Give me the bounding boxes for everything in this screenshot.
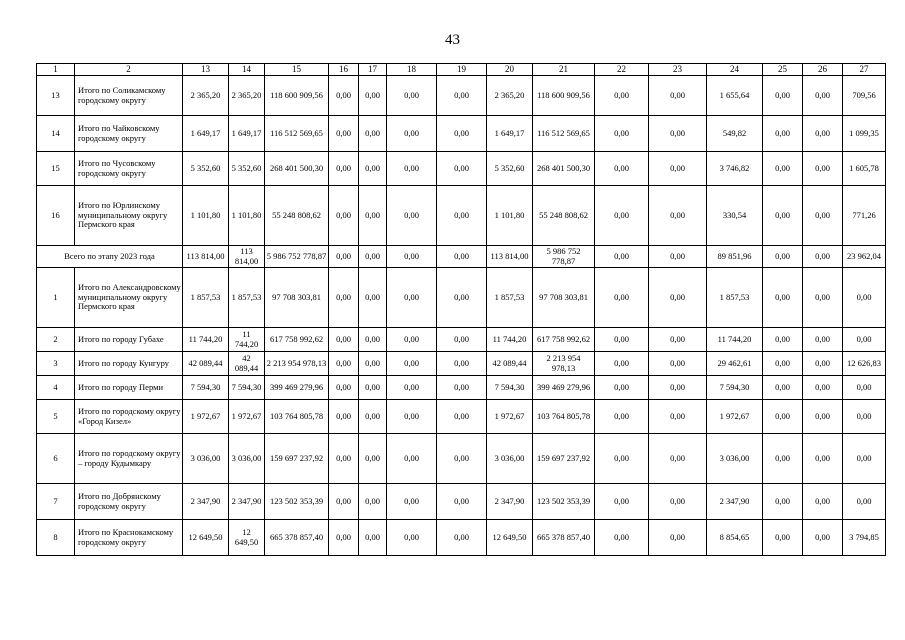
page-number: 43 [445,32,460,48]
municipality-name-cell: Итого по городскому округу «Город Кизел» [75,400,183,434]
value-cell: 0,00 [329,152,359,186]
table-body [37,64,886,556]
row-index-cell: 4 [37,376,75,400]
municipality-name-cell: Итого по Чусовскому городскому округу [75,152,183,186]
value-cell: 665 378 857,40 [265,520,329,556]
municipality-name-cell: Итого по городскому округу – городу Кудымкару [75,434,183,484]
column-number-cell: 25 [763,64,803,76]
value-cell: 0,00 [595,116,649,152]
value-cell: 0,00 [387,186,437,246]
row-index-cell: 13 [37,76,75,116]
value-cell: 7 594,30 [229,376,265,400]
value-cell: 5 352,60 [487,152,533,186]
value-cell: 7 594,30 [487,376,533,400]
value-cell: 709,56 [843,76,886,116]
value-cell: 2 213 954 978,13 [265,352,329,376]
value-cell: 0,00 [649,268,707,328]
row-index-cell: 5 [37,400,75,434]
value-cell: 0,00 [329,116,359,152]
value-cell: 97 708 303,81 [533,268,595,328]
value-cell: 116 512 569,65 [265,116,329,152]
value-cell: 0,00 [763,352,803,376]
value-cell: 0,00 [595,376,649,400]
value-cell: 3 746,82 [707,152,763,186]
column-number-cell: 21 [533,64,595,76]
value-cell: 0,00 [763,116,803,152]
value-cell: 0,00 [387,76,437,116]
value-cell: 549,82 [707,116,763,152]
value-cell: 0,00 [649,434,707,484]
table-row [37,400,886,434]
value-cell: 0,00 [803,116,843,152]
value-cell: 0,00 [359,246,387,268]
value-cell: 0,00 [359,484,387,520]
value-cell: 2 347,90 [707,484,763,520]
table-row [37,186,886,246]
row-index-cell: 1 [37,268,75,328]
value-cell: 0,00 [763,484,803,520]
value-cell: 0,00 [595,434,649,484]
table-row [37,268,886,328]
value-cell: 1 649,17 [229,116,265,152]
table-row [37,328,886,352]
value-cell: 0,00 [595,152,649,186]
value-cell: 0,00 [437,268,487,328]
value-cell: 0,00 [649,328,707,352]
table-row [37,434,886,484]
value-cell: 118 600 909,56 [265,76,329,116]
value-cell: 1 099,35 [843,116,886,152]
value-cell: 617 758 992,62 [533,328,595,352]
value-cell: 0,00 [595,520,649,556]
column-number-cell: 20 [487,64,533,76]
value-cell: 159 697 237,92 [265,434,329,484]
value-cell: 5 352,60 [183,152,229,186]
value-cell: 0,00 [595,268,649,328]
value-cell: 0,00 [359,186,387,246]
value-cell: 1 857,53 [707,268,763,328]
value-cell: 7 594,30 [707,376,763,400]
value-cell: 268 401 500,30 [265,152,329,186]
value-cell: 0,00 [437,484,487,520]
value-cell: 0,00 [763,400,803,434]
table-row [37,116,886,152]
column-number-cell: 2 [75,64,183,76]
value-cell: 0,00 [803,376,843,400]
value-cell: 11 744,20 [183,328,229,352]
value-cell: 1 649,17 [487,116,533,152]
value-cell: 5 986 752 778,87 [533,246,595,268]
value-cell: 0,00 [595,76,649,116]
municipality-name-cell: Итого по Александровскому муниципальному округу Пермского края [75,268,183,328]
value-cell: 0,00 [843,434,886,484]
value-cell: 0,00 [359,76,387,116]
row-index-cell: 16 [37,186,75,246]
municipality-name-cell: Итого по Соликамскому городскому округу [75,76,183,116]
value-cell: 29 462,61 [707,352,763,376]
value-cell: 0,00 [387,376,437,400]
value-cell: 0,00 [437,328,487,352]
value-cell: 2 347,90 [487,484,533,520]
value-cell: 0,00 [843,268,886,328]
value-cell: 0,00 [803,328,843,352]
value-cell: 399 469 279,96 [265,376,329,400]
value-cell: 0,00 [843,484,886,520]
row-index-cell: 15 [37,152,75,186]
value-cell: 1 857,53 [229,268,265,328]
value-cell: 0,00 [803,352,843,376]
value-cell: 0,00 [437,376,487,400]
value-cell: 1 101,80 [183,186,229,246]
value-cell: 42 089,44 [229,352,265,376]
value-cell: 0,00 [437,116,487,152]
value-cell: 12 649,50 [229,520,265,556]
value-cell: 0,00 [359,116,387,152]
municipality-name-cell: Итого по Краснокамскому городскому округу [75,520,183,556]
value-cell: 2 365,20 [183,76,229,116]
value-cell: 42 089,44 [487,352,533,376]
value-cell: 0,00 [803,186,843,246]
value-cell: 11 744,20 [487,328,533,352]
value-cell: 5 352,60 [229,152,265,186]
column-number-cell: 13 [183,64,229,76]
value-cell: 11 744,20 [707,328,763,352]
value-cell: 0,00 [649,484,707,520]
value-cell: 0,00 [359,268,387,328]
table-row [37,376,886,400]
value-cell: 0,00 [329,186,359,246]
value-cell: 0,00 [437,186,487,246]
value-cell: 2 347,90 [183,484,229,520]
column-number-cell: 23 [649,64,707,76]
value-cell: 0,00 [763,376,803,400]
value-cell: 0,00 [437,352,487,376]
table-row [37,484,886,520]
value-cell: 3 036,00 [707,434,763,484]
value-cell: 0,00 [437,434,487,484]
value-cell: 1 655,64 [707,76,763,116]
column-number-row [37,64,886,76]
value-cell: 159 697 237,92 [533,434,595,484]
value-cell: 0,00 [803,268,843,328]
value-cell: 0,00 [387,400,437,434]
value-cell: 0,00 [595,484,649,520]
value-cell: 0,00 [359,434,387,484]
column-number-cell: 14 [229,64,265,76]
value-cell: 42 089,44 [183,352,229,376]
value-cell: 1 972,67 [229,400,265,434]
value-cell: 2 365,20 [229,76,265,116]
total-label-cell: Всего по этапу 2023 года [37,246,183,268]
value-cell: 123 502 353,39 [265,484,329,520]
value-cell: 1 972,67 [183,400,229,434]
value-cell: 0,00 [437,152,487,186]
value-cell: 0,00 [359,400,387,434]
value-cell: 0,00 [649,76,707,116]
value-cell: 103 764 805,78 [265,400,329,434]
value-cell: 97 708 303,81 [265,268,329,328]
row-index-cell: 8 [37,520,75,556]
value-cell: 0,00 [803,400,843,434]
value-cell: 0,00 [803,434,843,484]
value-cell: 0,00 [649,376,707,400]
value-cell: 2 365,20 [487,76,533,116]
value-cell: 0,00 [359,328,387,352]
value-cell: 0,00 [763,76,803,116]
value-cell: 0,00 [763,152,803,186]
value-cell: 0,00 [329,246,359,268]
value-cell: 0,00 [803,520,843,556]
value-cell: 12 626,83 [843,352,886,376]
value-cell: 0,00 [595,352,649,376]
value-cell: 399 469 279,96 [533,376,595,400]
value-cell: 2 347,90 [229,484,265,520]
value-cell: 0,00 [329,400,359,434]
value-cell: 0,00 [763,268,803,328]
value-cell: 118 600 909,56 [533,76,595,116]
value-cell: 0,00 [649,186,707,246]
row-index-cell: 6 [37,434,75,484]
value-cell: 2 213 954 978,13 [533,352,595,376]
value-cell: 12 649,50 [183,520,229,556]
value-cell: 0,00 [359,376,387,400]
municipality-name-cell: Итого по городу Губахе [75,328,183,352]
value-cell: 0,00 [387,152,437,186]
value-cell: 1 605,78 [843,152,886,186]
value-cell: 0,00 [649,352,707,376]
value-cell: 116 512 569,65 [533,116,595,152]
value-cell: 0,00 [763,186,803,246]
value-cell: 113 814,00 [183,246,229,268]
stage-total-row [37,246,886,268]
value-cell: 1 972,67 [487,400,533,434]
value-cell: 0,00 [387,520,437,556]
value-cell: 771,26 [843,186,886,246]
table-row [37,520,886,556]
value-cell: 0,00 [843,376,886,400]
row-index-cell: 14 [37,116,75,152]
column-number-cell: 15 [265,64,329,76]
value-cell: 617 758 992,62 [265,328,329,352]
value-cell: 0,00 [437,246,487,268]
value-cell: 3 036,00 [487,434,533,484]
row-index-cell: 2 [37,328,75,352]
municipality-name-cell: Итого по Добрянскому городскому округу [75,484,183,520]
municipality-name-cell: Итого по городу Перми [75,376,183,400]
value-cell: 0,00 [649,246,707,268]
value-cell: 0,00 [359,152,387,186]
value-cell: 0,00 [359,520,387,556]
value-cell: 0,00 [387,352,437,376]
value-cell: 0,00 [595,186,649,246]
value-cell: 0,00 [763,246,803,268]
row-index-cell: 7 [37,484,75,520]
municipality-name-cell: Итого по городу Кунгуру [75,352,183,376]
value-cell: 0,00 [437,400,487,434]
value-cell: 1 101,80 [229,186,265,246]
row-index-cell: 3 [37,352,75,376]
table-row [37,352,886,376]
value-cell: 89 851,96 [707,246,763,268]
value-cell: 103 764 805,78 [533,400,595,434]
value-cell: 1 101,80 [487,186,533,246]
value-cell: 1 972,67 [707,400,763,434]
value-cell: 330,54 [707,186,763,246]
value-cell: 1 857,53 [487,268,533,328]
value-cell: 0,00 [595,246,649,268]
value-cell: 0,00 [843,400,886,434]
table-row [37,76,886,116]
value-cell: 3 036,00 [183,434,229,484]
data-table [36,63,886,556]
column-number-cell: 24 [707,64,763,76]
value-cell: 12 649,50 [487,520,533,556]
value-cell: 113 814,00 [229,246,265,268]
value-cell: 0,00 [649,400,707,434]
value-cell: 0,00 [595,328,649,352]
value-cell: 23 962,04 [843,246,886,268]
column-number-cell: 18 [387,64,437,76]
municipality-name-cell: Итого по Юрлинскому муниципальному округу Пермского края [75,186,183,246]
column-number-cell: 19 [437,64,487,76]
value-cell: 55 248 808,62 [265,186,329,246]
value-cell: 0,00 [843,328,886,352]
value-cell: 0,00 [649,152,707,186]
value-cell: 113 814,00 [487,246,533,268]
value-cell: 0,00 [803,152,843,186]
value-cell: 1 857,53 [183,268,229,328]
value-cell: 0,00 [803,76,843,116]
value-cell: 0,00 [763,520,803,556]
value-cell: 3 794,85 [843,520,886,556]
value-cell: 0,00 [329,352,359,376]
value-cell: 0,00 [329,76,359,116]
value-cell: 0,00 [387,434,437,484]
value-cell: 0,00 [763,434,803,484]
value-cell: 3 036,00 [229,434,265,484]
column-number-cell: 22 [595,64,649,76]
value-cell: 0,00 [329,520,359,556]
value-cell: 0,00 [763,328,803,352]
column-number-cell: 1 [37,64,75,76]
column-number-cell: 16 [329,64,359,76]
value-cell: 0,00 [329,328,359,352]
value-cell: 0,00 [387,268,437,328]
value-cell: 123 502 353,39 [533,484,595,520]
value-cell: 0,00 [595,400,649,434]
value-cell: 1 649,17 [183,116,229,152]
value-cell: 11 744,20 [229,328,265,352]
column-number-cell: 17 [359,64,387,76]
value-cell: 0,00 [649,520,707,556]
value-cell: 0,00 [803,246,843,268]
value-cell: 0,00 [437,76,487,116]
value-cell: 665 378 857,40 [533,520,595,556]
municipality-name-cell: Итого по Чайковскому городскому округу [75,116,183,152]
value-cell: 0,00 [437,520,487,556]
value-cell: 55 248 808,62 [533,186,595,246]
value-cell: 0,00 [359,352,387,376]
value-cell: 7 594,30 [183,376,229,400]
value-cell: 8 854,65 [707,520,763,556]
value-cell: 5 986 752 778,87 [265,246,329,268]
value-cell: 0,00 [649,116,707,152]
value-cell: 0,00 [387,116,437,152]
table-row [37,152,886,186]
value-cell: 0,00 [387,246,437,268]
value-cell: 0,00 [329,268,359,328]
value-cell: 0,00 [803,484,843,520]
value-cell: 0,00 [329,376,359,400]
column-number-cell: 27 [843,64,886,76]
value-cell: 0,00 [387,484,437,520]
value-cell: 0,00 [387,328,437,352]
value-cell: 0,00 [329,484,359,520]
column-number-cell: 26 [803,64,843,76]
value-cell: 268 401 500,30 [533,152,595,186]
value-cell: 0,00 [329,434,359,484]
